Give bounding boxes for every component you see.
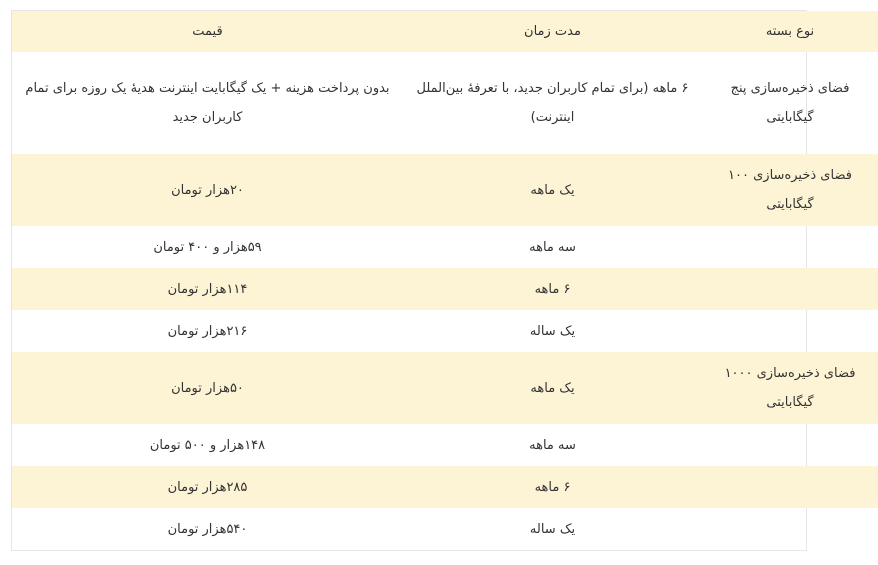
cell-price: ۲۱۶هزار تومان (167, 323, 248, 339)
header-package-type: نوع بسته (765, 24, 815, 39)
table-row (12, 154, 878, 226)
cell-package-type (702, 466, 878, 508)
cell-duration: یک ماهه (530, 182, 575, 198)
table-row (12, 352, 878, 424)
cell-duration: سه ماهه (529, 437, 576, 453)
table-row (12, 268, 878, 310)
table-row (12, 226, 878, 268)
cell-price: ۲۰هزار تومان (171, 182, 244, 198)
cell-duration: یک ساله (529, 323, 576, 339)
cell-package-type (702, 424, 878, 466)
cell-package-type (702, 268, 878, 310)
pricing-table (12, 11, 878, 550)
table-header-row (12, 11, 878, 52)
cell-package-type (702, 508, 878, 550)
table-row (12, 508, 878, 550)
table-row (12, 466, 878, 508)
cell-price: بدون پرداخت هزینه + یک گیگابایت اینترنت هدیهٔ یک روزه برای تمام کاربران جدید (25, 81, 390, 125)
table-row (12, 424, 878, 466)
pricing-table-container (11, 10, 856, 551)
cell-package-type: فضای ذخیره‌سازی ۱۰۰ گیگابایتی (728, 168, 852, 212)
cell-duration: یک ساله (529, 521, 576, 537)
cell-duration: ۶ ماهه (534, 281, 571, 297)
cell-price: ۲۸۵هزار تومان (167, 479, 248, 495)
cell-duration: یک ماهه (530, 380, 575, 396)
cell-price: ۵۰هزار تومان (171, 380, 244, 396)
cell-price: ۵۴۰هزار تومان (167, 521, 248, 537)
cell-duration: ۶ ماهه (534, 479, 571, 495)
cell-price: ۱۴۸هزار و ۵۰۰ تومان (149, 437, 266, 453)
table-row (12, 52, 878, 154)
cell-duration: سه ماهه (529, 239, 576, 255)
cell-package-type: فضای ذخیره‌سازی ۱۰۰۰ گیگابایتی (724, 366, 856, 410)
table-row (12, 310, 878, 352)
cell-package-type (702, 310, 878, 352)
cell-package-type (702, 226, 878, 268)
cell-duration: ۶ ماهه (برای تمام کاربران جدید، با تعرفهٔ بین‌الملل اینترنت) (416, 81, 689, 125)
cell-package-type: فضای ذخیره‌سازی پنج گیگابایتی (730, 81, 850, 125)
header-duration: مدت زمان (524, 24, 581, 39)
cell-price: ۱۱۴هزار تومان (167, 281, 248, 297)
cell-price: ۵۹هزار و ۴۰۰ تومان (153, 239, 262, 255)
header-price: قیمت (192, 24, 223, 39)
